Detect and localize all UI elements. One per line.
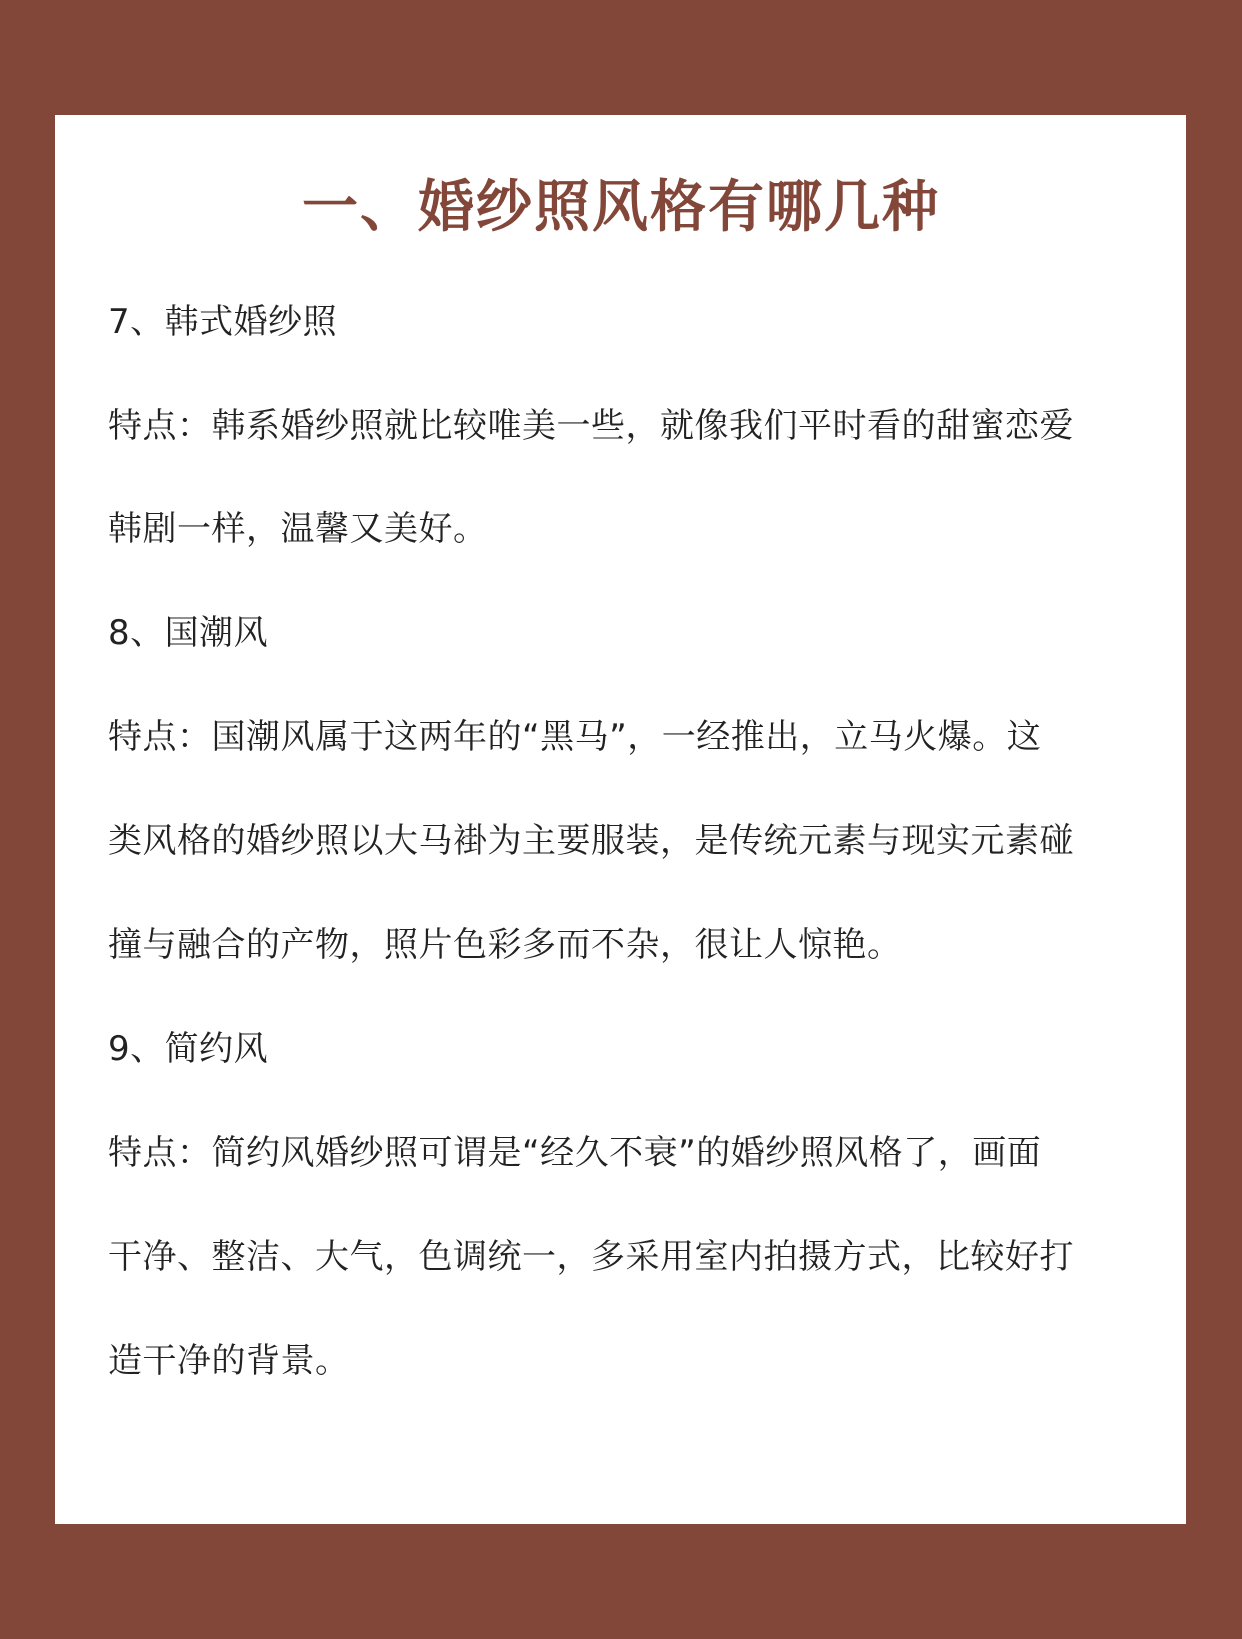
section-heading-minimalist-style: 9、简约风: [108, 1029, 269, 1069]
page-title: 一、婚纱照风格有哪几种: [302, 175, 940, 240]
section-text-line: 撞与融合的产物，照片色彩多而不杂，很让人惊艳。: [108, 925, 902, 965]
section-heading-guochao-style: 8、国潮风: [108, 613, 269, 653]
section-text-line: 韩剧一样，温馨又美好。: [108, 509, 488, 549]
section-text-line: 特点：简约风婚纱照可谓是“经久不衰”的婚纱照风格了，画面: [108, 1133, 1042, 1173]
section-heading-korean-style: 7、韩式婚纱照: [108, 302, 338, 342]
section-text-line: 造干净的背景。: [108, 1341, 350, 1381]
section-text-line: 干净、整洁、大气，色调统一，多采用室内拍摄方式，比较好打: [108, 1237, 1074, 1277]
section-text-line: 特点：国潮风属于这两年的“黑马”，一经推出，立马火爆。这: [108, 717, 1042, 757]
section-text-line: 类风格的婚纱照以大马褂为主要服装，是传统元素与现实元素碰: [108, 821, 1074, 861]
section-text-line: 特点：韩系婚纱照就比较唯美一些，就像我们平时看的甜蜜恋爱: [108, 406, 1074, 446]
